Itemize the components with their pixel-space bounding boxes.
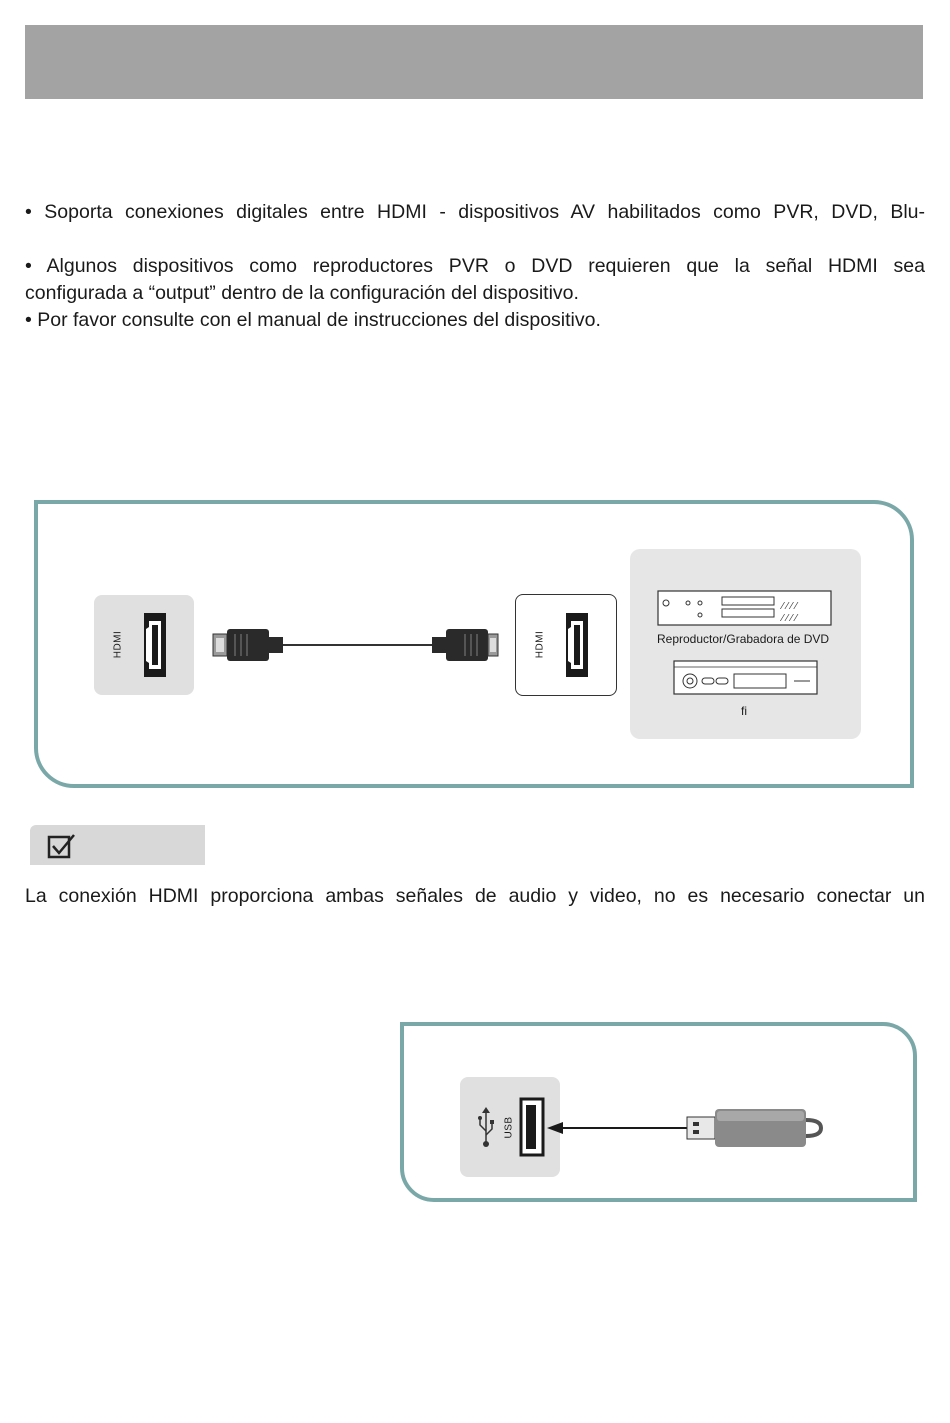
device-hdmi-port-box <box>515 594 617 696</box>
header-bar <box>25 25 923 99</box>
set-top-box-caption: fi <box>741 704 747 718</box>
hdmi-port-icon <box>94 595 194 695</box>
hdmi-port-icon <box>516 595 616 695</box>
tv-hdmi-port-box <box>94 595 194 695</box>
paragraph-hdmi-output-2: configurada a “output” dentro de la configuración del dispositivo. <box>25 282 579 304</box>
svg-text:⁄ ⁄ ⁄ ⁄: ⁄ ⁄ ⁄ ⁄ <box>782 601 798 612</box>
checkbox-note-icon <box>44 829 84 869</box>
usb-flash-drive-icon <box>545 1098 825 1158</box>
paragraph-hdmi-support: • Soporta conexiones digitales entre HDMI - dispositivos AV habilitados como PVR, DVD, Blu- <box>25 201 925 223</box>
paragraph-manual: • Por favor consulte con el manual de instrucciones del dispositivo. <box>25 309 601 331</box>
dvd-player-caption: Reproductor/Grabadora de DVD <box>657 632 830 646</box>
usb-port-label: USB <box>503 1116 515 1139</box>
tv-hdmi-port-label: HDMI <box>112 630 124 659</box>
note-text: La conexión HDMI proporciona ambas señales de audio y video, no es necesario conectar un <box>25 885 925 907</box>
device-hdmi-port-label: HDMI <box>534 630 546 659</box>
svg-text:⁄ ⁄ ⁄ ⁄: ⁄ ⁄ ⁄ ⁄ <box>782 613 798 624</box>
paragraph-hdmi-output-1: • Algunos dispositivos como reproductores PVR o DVD requieren que la señal HDMI sea <box>25 255 925 277</box>
note-header <box>30 825 205 865</box>
external-devices-box <box>630 549 861 739</box>
hdmi-cable-icon <box>210 620 500 670</box>
